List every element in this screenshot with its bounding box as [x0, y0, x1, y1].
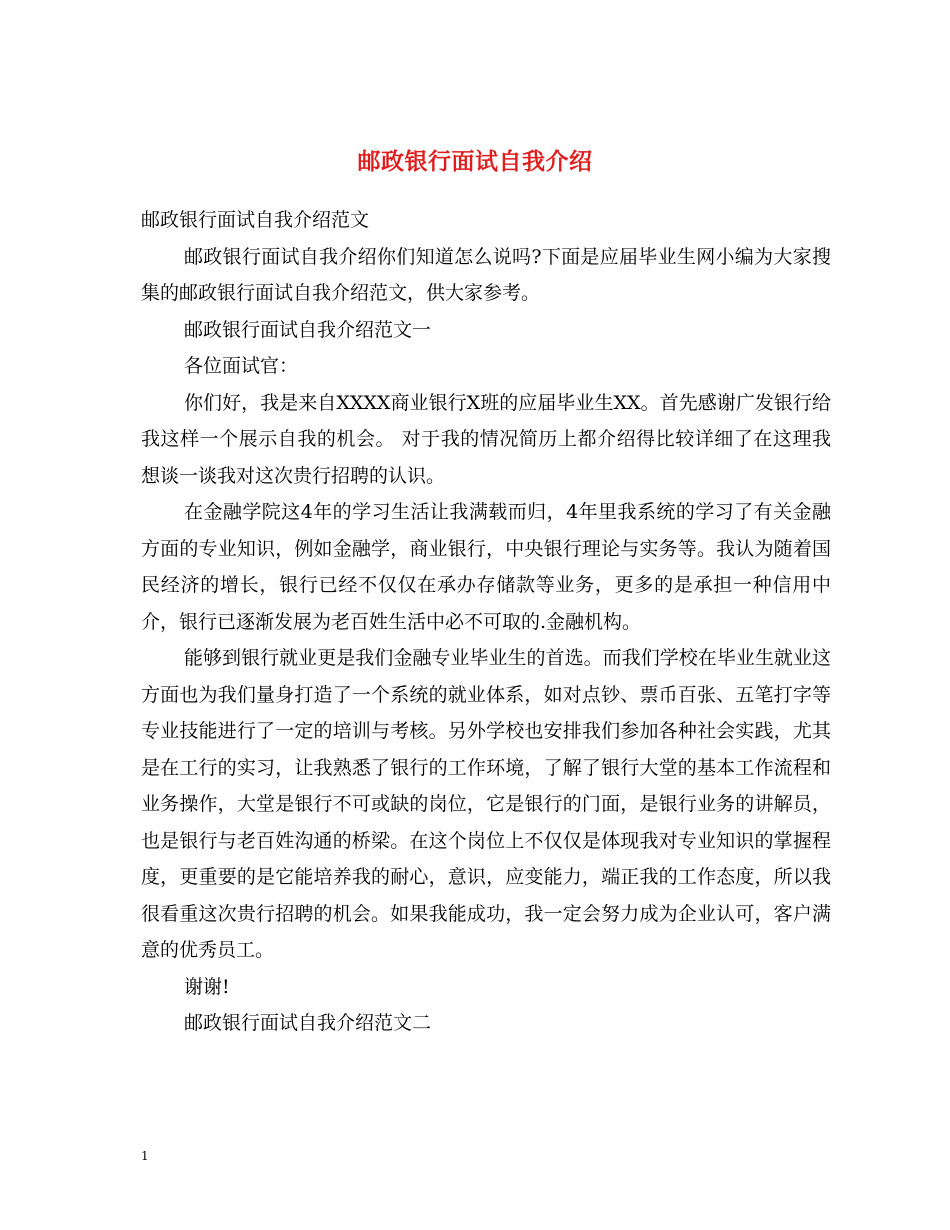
paragraph-subtitle: 邮政银行面试自我介绍范文 [141, 209, 370, 231]
paragraph-sample-two-heading: 邮政银行面试自我介绍范文二 [184, 1012, 432, 1034]
document-body [141, 202, 831, 1042]
paragraph-salutation: 各位面试官： [184, 355, 299, 377]
paragraph-intro: 邮政银行面试自我介绍你们知道怎么说吗?下面是应届毕业生网小编为大家搜集的邮政银行面试自我介绍范文，供大家参考。 [141, 245, 831, 304]
paragraph-thanks: 谢谢! [184, 975, 230, 998]
paragraph-greeting: 你们好，我是来自XXXX商业银行X班的应届毕业生XX。首先感谢广发银行给我这样一个展示自我的机会。 对于我的情况简历上都介绍得比较详细了在这理我想谈一谈我对这次贵行招聘的认识。 [141, 391, 831, 487]
paragraph-study: 在金融学院这4年的学习生活让我满载而归，4年里我系统的学习了有关金融方面的专业知识，例如金融学，商业银行，中央银行理论与实务等。我认为随着国民经济的增长，银行已经不仅仅在承办存储款等业务，更多的是承担一种信用中介，银行已逐渐发展为老百姓生活中必不可取的.金融机构。 [141, 501, 831, 633]
paragraph-sample-one-heading: 邮政银行面试自我介绍范文一 [184, 318, 432, 341]
paragraph-employment: 能够到银行就业更是我们金融专业毕业生的首选。而我们学校在毕业生就业这方面也为我们量身打造了一个系统的就业体系，如对点钞、票币百张、五笔打字等专业技能进行了一定的培训与考核。另外学校也安排我们参加各种社会实践，尤其是在工行的实习，让我熟悉了银行的工作环境，了解了银行大堂的基本工作流程和业务操作，大堂是银行不可或缺的岗位，它是银行的门面，是银行业务的讲解员，也是银行与老百姓沟通的桥梁。在这个岗位上不仅仅是体现我对专业知识的掌握程度，更重要的是它能培养我的耐心，意识，应变能力，端正我的工作态度，所以我很看重这次贵行招聘的机会。如果我能成功，我一定会努力成为企业认可，客户满意的优秀员工。 [141, 647, 831, 961]
page-number: 1 [141, 1149, 149, 1163]
document-title: 邮政银行面试自我介绍 [357, 148, 593, 176]
